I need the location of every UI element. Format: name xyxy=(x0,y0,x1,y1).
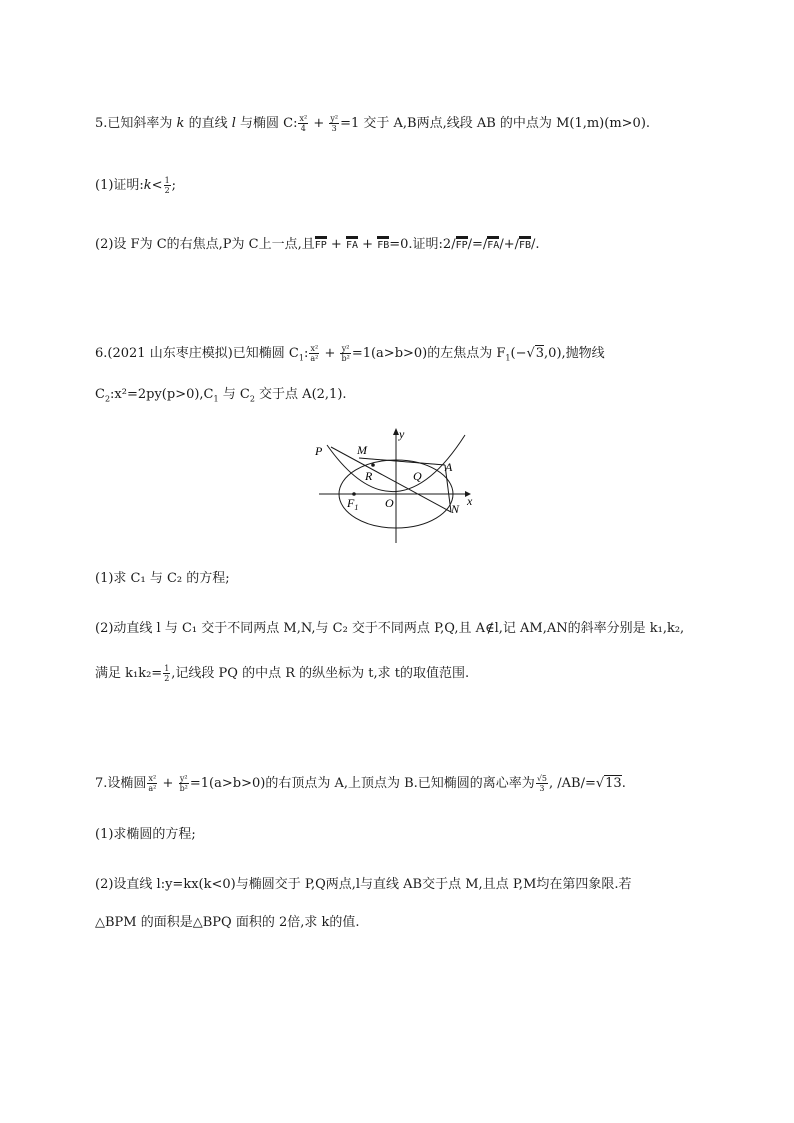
label-o: O xyxy=(385,496,394,510)
text: . xyxy=(621,776,626,791)
problem-6-part-1: (1)求 C₁ 与 C₂ 的方程; xyxy=(95,571,230,586)
denominator: 3 xyxy=(331,124,337,133)
problem-7-statement xyxy=(95,774,626,793)
vector-fa: FA xyxy=(346,236,358,252)
label-n: N xyxy=(451,502,460,516)
radicand: 13 xyxy=(605,776,622,791)
label-f1-main: F xyxy=(347,496,355,510)
label-y: y xyxy=(399,427,405,441)
problem-6-part-2-line-1: (2)动直线 l 与 C₁ 交于不同两点 M,N,与 C₂ 交于不同两点 P,Q,且 A∉l,记 AM,AN的斜率分别是 k₁,k₂, xyxy=(95,621,685,636)
denominator: 2 xyxy=(164,674,170,683)
text: ,0),抛物线 xyxy=(544,346,605,361)
fraction-y2-over-3 xyxy=(329,114,339,133)
text: :x²=2py(p>0),C xyxy=(110,387,214,402)
label-m: M xyxy=(357,443,367,457)
numerator: x² xyxy=(299,114,308,123)
text: / xyxy=(451,237,456,252)
fraction-y2-over-b2 xyxy=(340,344,350,363)
label-a: A xyxy=(445,460,453,474)
problem-6-statement-line-2 xyxy=(95,386,347,409)
label-p: P xyxy=(315,444,323,458)
text: 7.设椭圆 xyxy=(95,776,147,791)
denominator: 3 xyxy=(539,784,545,793)
label-r: R xyxy=(365,469,373,483)
text: /+/ xyxy=(499,237,519,252)
numerator: 1 xyxy=(164,664,170,673)
text: (− xyxy=(510,346,527,361)
text: k< xyxy=(143,178,163,193)
subscript: 1 xyxy=(298,353,304,363)
fraction-eccentricity xyxy=(536,774,548,793)
fraction-x2-over-a2 xyxy=(147,774,157,793)
vector-fb: FB xyxy=(519,236,531,252)
text: /. xyxy=(531,237,540,252)
plus-sign: + xyxy=(158,776,178,791)
text: 6.(2021 山东枣庄模拟)已知椭圆 C xyxy=(95,346,299,361)
text: 与 C xyxy=(218,387,250,402)
subscript: 1 xyxy=(213,394,219,404)
plus-sign: + xyxy=(320,346,340,361)
text: =0.证明:2 xyxy=(389,237,452,252)
text: k xyxy=(176,116,185,131)
subscript: 2 xyxy=(249,394,255,404)
numerator: y² xyxy=(330,114,339,123)
subscript: 2 xyxy=(104,394,111,404)
radicand: 3 xyxy=(535,346,545,361)
text: l xyxy=(231,116,236,131)
text: =1 交于 A,B两点,线段 AB 的中点为 M(1,m)(m>0). xyxy=(340,116,651,131)
plus-sign: + xyxy=(326,237,346,252)
denominator: a² xyxy=(148,784,157,793)
text: ,记线段 PQ 的中点 R 的纵坐标为 t,求 t的取值范围. xyxy=(171,666,470,681)
sqrt-symbol: √ xyxy=(526,346,535,361)
numerator: √5 xyxy=(536,774,547,783)
problem-7-part-2-line-2: △BPM 的面积是△BPQ 面积的 2倍,求 k的值. xyxy=(95,915,360,930)
sqrt-symbol: √ xyxy=(595,776,605,791)
text: =1(a>b>0)的左焦点为 F xyxy=(351,346,506,361)
problem-7-part-1: (1)求椭圆的方程; xyxy=(95,827,196,842)
point-r xyxy=(371,463,375,467)
text: C xyxy=(95,387,105,402)
numerator: y² xyxy=(341,344,350,353)
vector-fp: FP xyxy=(456,236,468,252)
text: 交于点 A(2,1). xyxy=(254,387,347,402)
text: 与椭圆 C: xyxy=(235,116,298,131)
label-q: Q xyxy=(413,469,422,483)
text: /=/ xyxy=(467,237,488,252)
vector-fp: FP xyxy=(315,236,327,252)
text: 满足 k₁k₂= xyxy=(95,666,163,681)
problem-6-part-2-line-2 xyxy=(95,664,469,683)
subscript: 1 xyxy=(505,353,511,363)
text: 5.已知斜率为 xyxy=(95,116,177,131)
plus-sign: + xyxy=(358,237,378,252)
label-f1 xyxy=(346,496,358,512)
denominator: 2 xyxy=(164,186,170,195)
problem-5-part-2 xyxy=(95,236,540,254)
fraction-x2-over-4 xyxy=(298,114,308,133)
fraction-one-half xyxy=(164,176,171,195)
text: (2)设 F为 C的右焦点,P为 C上一点,且 xyxy=(95,237,315,252)
label-f1-sub: 1 xyxy=(354,503,359,512)
fraction-x2-over-a2 xyxy=(309,344,319,363)
text: ; xyxy=(171,178,177,193)
problem-6-statement-line-1 xyxy=(95,344,605,368)
denominator: 4 xyxy=(300,124,306,133)
denominator: a² xyxy=(310,354,319,363)
fraction-one-half xyxy=(163,664,170,683)
problem-7-part-2-line-1: (2)设直线 l:y=kx(k<0)与椭圆交于 P,Q两点,l与直线 AB交于点 M,且点 P,M均在第四象限.若 xyxy=(95,877,632,892)
text: =1(a>b>0)的右顶点为 A,上顶点为 B.已知椭圆的离心率为 xyxy=(189,776,535,791)
plus-sign: + xyxy=(309,116,329,131)
vector-fa: FA xyxy=(487,236,499,252)
problem-5-statement xyxy=(95,114,650,133)
numerator: x² xyxy=(310,344,319,353)
numerator: x² xyxy=(148,774,157,783)
problem-5-part-1 xyxy=(95,176,176,195)
ellipse-parabola-figure xyxy=(305,425,485,547)
fraction-y2-over-b2 xyxy=(179,774,189,793)
text: (1)证明: xyxy=(95,178,144,193)
text: : xyxy=(303,346,309,361)
denominator: b² xyxy=(179,784,188,793)
text: , /AB/= xyxy=(549,776,596,791)
label-x: x xyxy=(467,494,473,508)
text: 的直线 xyxy=(184,116,232,131)
denominator: b² xyxy=(341,354,350,363)
numerator: y² xyxy=(179,774,188,783)
vector-fb: FB xyxy=(377,236,389,252)
numerator: 1 xyxy=(164,176,170,185)
